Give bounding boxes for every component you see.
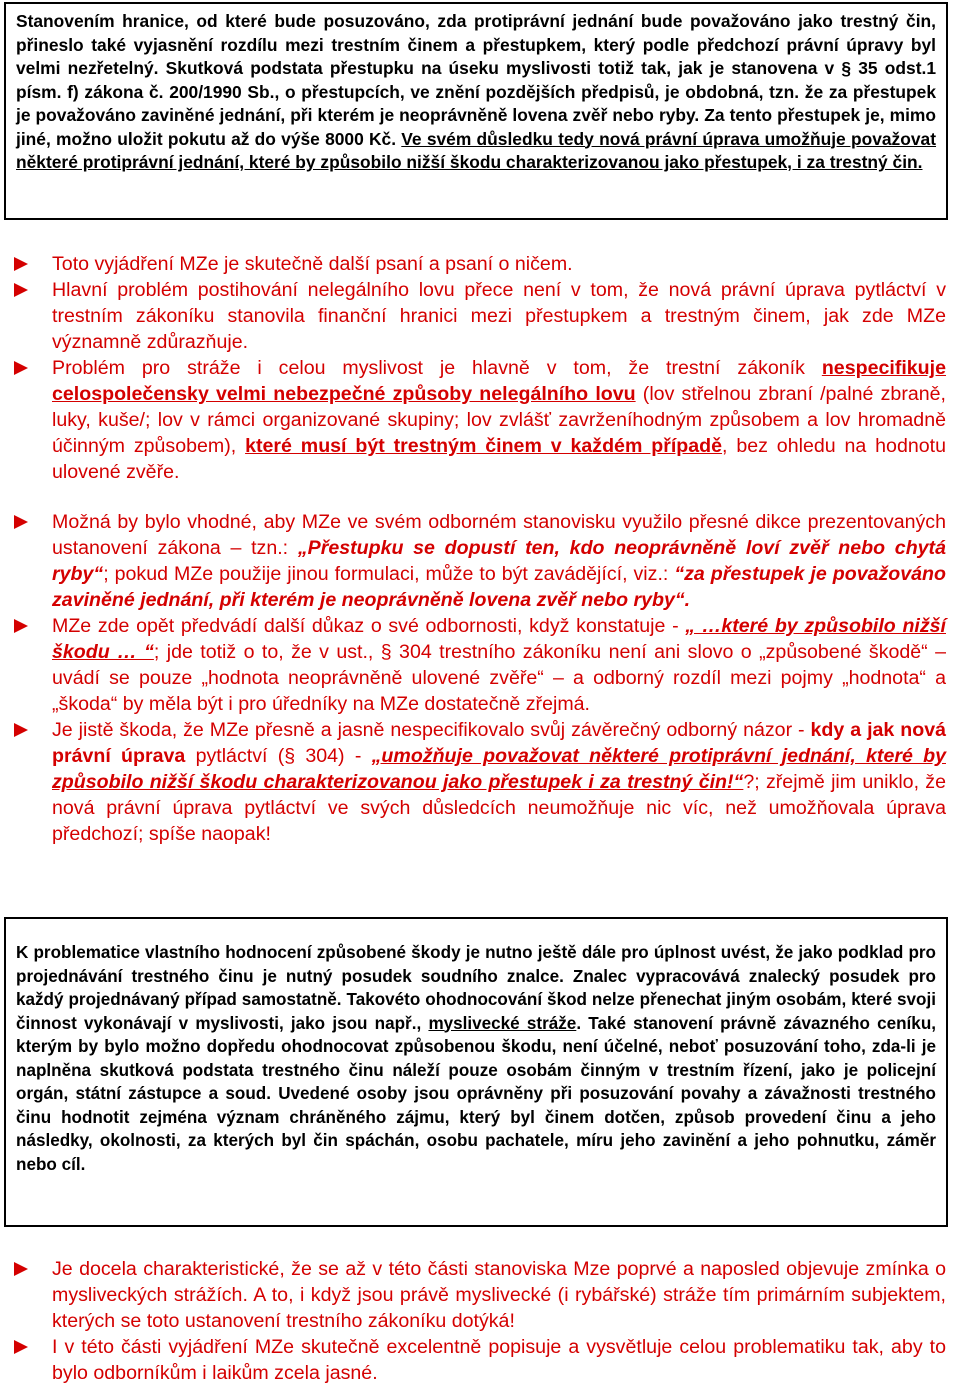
commentary-list-3 [14,1256,946,1386]
list-item-text: pytláctví (§ 304) - [185,745,372,767]
list-item [14,613,946,717]
list-item-text: Je docela charakteristické, že se až v této části stanoviska Mze poprvé a naposled objevuje zmínka o mysliveckých strážích. A to, i když jsou právě myslivecké (i rybářské) stráže tím primárním subjektem, kterých se toto ustanovení trestního zákoníku dotýká! [52,1258,946,1332]
excerpt-underlined-text: Ve svém důsledku tedy nová právní úprava umožňuje považovat některé protiprávní jednání, které by způsobilo nižší škodu charakterizovanou jako přestupek, i za trestný čin. [16,128,937,172]
list-item-text: MZe zde opět předvádí další důkaz o své odbornosti, když konstatuje - [52,615,686,637]
list-item-text: ; pokud MZe použije jinou formulaci, může to být zavádějící, viz.: [103,563,675,585]
bullet-triangle-icon [14,361,28,375]
bullet-triangle-icon [14,619,28,633]
bullet-triangle-icon [14,515,28,529]
bullet-triangle-icon [14,283,28,297]
bullet-triangle-icon [14,723,28,737]
emphasis-text: kdy a jak nová právní úprava [52,719,946,767]
list-item [14,1256,946,1334]
commentary-list-1 [14,251,946,485]
list-item-text: ; jde totiž o to, že v ust., § 304 trestního zákoníku není ani slovo o „způsobené škodě“ – uvádí se pouze „hodnota neoprávněně ulovené zvěře“ – a odborný rozdíl mezi pojmy „hodnota“ a „škoda“ by měla být i pro úředníky na MZe dostatečně zřejmá. [52,641,946,715]
damage-assessment-box [4,917,948,1227]
bullet-triangle-icon [14,1340,28,1354]
list-item [14,509,946,613]
quoted-text: „ …které by způsobilo nižší škodu … “ [52,615,946,663]
list-item [14,277,946,355]
list-item-text: (lov střelnou zbraní /palné zbraně, luky, kuše/; lov v rámci organizované skupiny; lov zvlášť zavrženíhodným způsobem a lov hromadně účinným způsobem), [52,383,946,457]
quoted-law-text: “za přestupek je považováno zaviněné jednání, při kterém je neoprávněně lovena zvěř nebo ryby“. [52,563,946,611]
list-item [14,355,946,485]
list-item-text: ?; zřejmě jim uniklo, že nová právní úprava pytláctví ve svých důsledcích neumožňuje nic víc, než umožňovala úprava předchozí; spíše naopak! [52,771,946,845]
list-item-text: Hlavní problém postihování nelegálního lovu přece není v tom, že nová právní úprava pytláctví v trestním zákoníku stanovila finanční hranici mezi přestupkem a trestným činem, jak zde MZe významně zdůrazňuje. [52,279,946,353]
list-item-text: Toto vyjádření MZe je skutečně další psaní a psaní o ničem. [52,253,573,275]
list-item [14,1334,946,1386]
list-item-text: I v této části vyjádření MZe skutečně excelentně popisuje a vysvětluje celou problematiku tak, aby to bylo odborníkům i laikům zcela jasné. [52,1336,946,1384]
list-item [14,251,946,277]
list-item-text: , bez ohledu na hodnotu ulovené zvěře. [52,435,946,483]
list-item-text: Problém pro stráže i celou myslivost je hlavně v tom, že trestní zákoník [52,357,822,379]
excerpt-text: Stanovením hranice, od které bude posuzováno, zda protiprávní jednání bude považováno jako trestný čin, přineslo také vyjasnění rozdílu mezi trestním činem a přestupkem, který podle předchozí právní úpravy byl velmi nezřetelný. Skutková podstata přestupku na úseku myslivosti totiž tak, jak je stanovena v § 35 odst.1 písm. f) zákona č. 200/1990 Sb., o přestupcích, ve znění pozdějších předpisů, je obdobná, tzn. že za přestupek je považováno zaviněné jednání, při kterém je neoprávněně lovena zvěř nebo ryby. Za tento přestupek je, mimo jiné, možno uložit pokutu až do výše 8000 Kč. [16,11,936,149]
commentary-list-2 [14,509,946,847]
quoted-text: „umožňuje považovat některé protiprávní jednání, které by způsobilo nižší škodu charakterizovanou jako přestupek i za trestný čin!“ [52,745,946,793]
list-item-text: Je jistě škoda, že MZe přesně a jasně nespecifikovalo svůj závěrečný odborný názor - [52,719,811,741]
emphasis-text: které musí být trestným činem v každém případě [245,435,723,457]
emphasis-text: nespecifikuje celospolečensky velmi nebezpečné způsoby nelegálního lovu [52,357,946,405]
box-text: K problematice vlastního hodnocení způsobené škody je nutno ještě dále pro úplnost uvést, že jako podklad pro projednávání trestného činu je nutný posudek soudního znalce. Znalec vypracovává znalecký posudek pro každý projednávaný případ samostatně. Takovéto ohodnocování škod nelze přenechat jiným osobám, které svoji činnost vykonávají v myslivosti, jako jsou např., [16,943,936,1033]
list-item-text: Možná by bylo vhodné, aby MZe ve svém odborném stanovisku využilo přesné dikce prezentovaných ustanovení zákona – tzn.: [52,511,946,559]
bullet-triangle-icon [14,257,28,271]
box-text: . Také stanovení právně závazného ceníku, kterým by bylo možno dopředu ohodnocovat způsobenou škodu, není účelné, neboť posuzování toho, zda-li je naplněna skutková podstata trestného činu náleží pouze osobám činným v trestním řízení, jako je policejní orgán, státní zástupce a soud. Uvedené osoby jsou oprávněny při posuzování povahy a závažnosti trestného činu hodnotit zejména význam chráněného zájmu, který byl činem dotčen, způsob provedení činu a jeho následky, okolnosti, za kterých byl čin spáchán, osobu pachatele, míru jeho zavinění a jeho pohnutku, záměr nebo cíl. [16,1013,937,1174]
bullet-triangle-icon [14,1262,28,1276]
legal-excerpt-box [4,2,948,220]
list-item [14,717,946,847]
box-underlined-text: myslivecké stráže [428,1013,577,1033]
quoted-law-text: „Přestupku se dopustí ten, kdo neoprávněně loví zvěř nebo chytá ryby“ [52,537,946,585]
